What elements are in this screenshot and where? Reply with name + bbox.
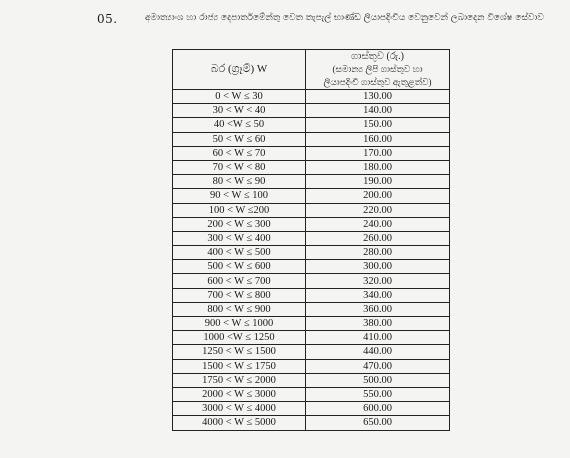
weight-range-cell: 900 < W ≤ 1000	[173, 317, 306, 331]
table-row	[173, 416, 450, 430]
table-row	[173, 132, 450, 146]
weight-range-cell: 200 < W ≤ 300	[173, 217, 306, 231]
table-row	[173, 402, 450, 416]
table-row	[173, 118, 450, 132]
fee-cell: 160.00	[306, 132, 450, 146]
weight-range-cell: 500 < W ≤ 600	[173, 260, 306, 274]
table-row	[173, 189, 450, 203]
section-heading: අමාත්‍යාංශ හා රාජ්‍ය දෙපාර්තමේන්තු වෙත තැපැල් භාණ්ඩ ලියාපදිංචිය වෙනුවෙන් ලබාදෙන විශේෂ සේවාව	[145, 13, 544, 23]
table-row	[173, 146, 450, 160]
weight-range-cell: 300 < W ≤ 400	[173, 231, 306, 245]
table-header-row	[173, 50, 450, 90]
table-row	[173, 175, 450, 189]
fee-cell: 410.00	[306, 331, 450, 345]
fee-cell: 180.00	[306, 160, 450, 174]
table-row	[173, 345, 450, 359]
weight-range-cell: 100 < W ≤200	[173, 203, 306, 217]
postal-rate-table	[172, 49, 450, 431]
fee-cell: 300.00	[306, 260, 450, 274]
weight-column-header: බර (ග්‍රෑම්) W	[173, 50, 306, 90]
fee-header-line2: (සමාන්‍ය ලිපි ගාස්තුව හා	[332, 64, 423, 74]
table-row	[173, 260, 450, 274]
table-row	[173, 331, 450, 345]
fee-cell: 340.00	[306, 288, 450, 302]
fee-cell: 550.00	[306, 387, 450, 401]
rate-rows	[173, 90, 450, 431]
fee-cell: 140.00	[306, 104, 450, 118]
fee-cell: 650.00	[306, 416, 450, 430]
fee-cell: 320.00	[306, 274, 450, 288]
weight-range-cell: 400 < W ≤ 500	[173, 246, 306, 260]
weight-range-cell: 60 < W ≤ 70	[173, 146, 306, 160]
fee-cell: 260.00	[306, 231, 450, 245]
weight-range-cell: 1000 <W ≤ 1250	[173, 331, 306, 345]
fee-cell: 190.00	[306, 175, 450, 189]
fee-cell: 280.00	[306, 246, 450, 260]
table-row	[173, 288, 450, 302]
fee-cell: 200.00	[306, 189, 450, 203]
fee-cell: 600.00	[306, 402, 450, 416]
fee-cell: 130.00	[306, 90, 450, 104]
fee-cell: 500.00	[306, 373, 450, 387]
table-row	[173, 217, 450, 231]
weight-range-cell: 3000 < W ≤ 4000	[173, 402, 306, 416]
fee-cell: 470.00	[306, 359, 450, 373]
table-row	[173, 302, 450, 316]
fee-cell: 170.00	[306, 146, 450, 160]
fee-cell: 150.00	[306, 118, 450, 132]
weight-range-cell: 0 < W ≤ 30	[173, 90, 306, 104]
weight-range-cell: 30 < W < 40	[173, 104, 306, 118]
fee-cell: 220.00	[306, 203, 450, 217]
weight-range-cell: 600 < W ≤ 700	[173, 274, 306, 288]
table-row	[173, 373, 450, 387]
weight-range-cell: 90 < W ≤ 100	[173, 189, 306, 203]
weight-range-cell: 800 < W ≤ 900	[173, 302, 306, 316]
weight-range-cell: 80 < W ≤ 90	[173, 175, 306, 189]
table-row	[173, 317, 450, 331]
table-row	[173, 359, 450, 373]
table-row	[173, 90, 450, 104]
table-row	[173, 387, 450, 401]
weight-range-cell: 1250 < W ≤ 1500	[173, 345, 306, 359]
fee-cell: 440.00	[306, 345, 450, 359]
table-row	[173, 246, 450, 260]
weight-range-cell: 1750 < W ≤ 2000	[173, 373, 306, 387]
table-row	[173, 160, 450, 174]
table-row	[173, 203, 450, 217]
fee-header-line1: ගාස්තුව (රු.)	[351, 51, 404, 62]
fee-cell: 380.00	[306, 317, 450, 331]
weight-range-cell: 2000 < W ≤ 3000	[173, 387, 306, 401]
fee-header-line3: ලියාපදිංචි ගාස්තුව ඇතුළත්ව)	[323, 77, 432, 87]
table-row	[173, 274, 450, 288]
fee-column-header	[306, 50, 450, 90]
weight-range-cell: 1500 < W ≤ 1750	[173, 359, 306, 373]
weight-range-cell: 40 <W ≤ 50	[173, 118, 306, 132]
section-number: 05.	[97, 12, 118, 26]
fee-cell: 360.00	[306, 302, 450, 316]
weight-range-cell: 4000 < W ≤ 5000	[173, 416, 306, 430]
table-row	[173, 104, 450, 118]
weight-range-cell: 70 < W < 80	[173, 160, 306, 174]
weight-range-cell: 700 < W ≤ 800	[173, 288, 306, 302]
fee-cell: 240.00	[306, 217, 450, 231]
table-row	[173, 231, 450, 245]
weight-range-cell: 50 < W ≤ 60	[173, 132, 306, 146]
